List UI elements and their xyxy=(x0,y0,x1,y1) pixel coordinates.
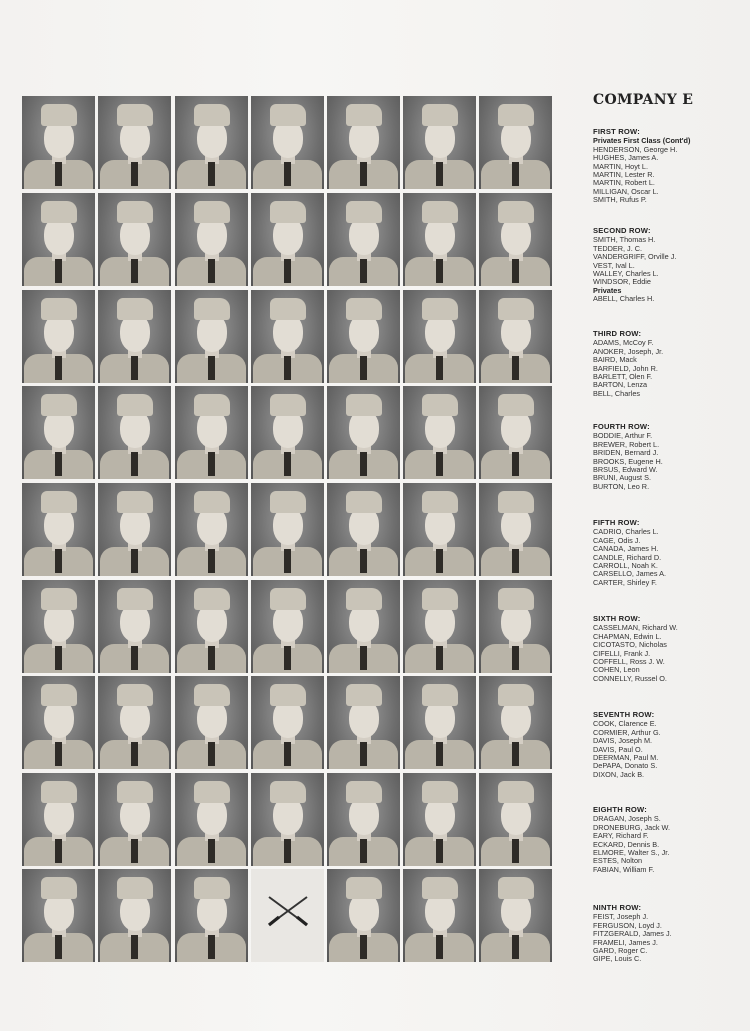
portrait-row-3 xyxy=(22,290,550,383)
row-heading: FOURTH ROW: xyxy=(593,422,650,431)
soldier-portrait xyxy=(403,580,476,673)
soldier-name: MARTIN, Lester R. xyxy=(593,170,655,180)
soldier-name: DRONEBURG, Jack W. xyxy=(593,822,671,832)
roster-section xyxy=(593,227,743,304)
soldier-name: CIFELLI, Frank J. xyxy=(593,648,651,658)
soldier-name: FERGUSON, Loyd J. xyxy=(593,920,662,930)
soldier-name: DRAGAN, Joseph S. xyxy=(593,814,661,824)
row-heading: FIFTH ROW: xyxy=(593,518,640,527)
soldier-name: VANDERGRIFF, Orville J. xyxy=(593,252,677,262)
soldier-name: BARFIELD, John R. xyxy=(593,363,658,373)
soldier-name: HUGHES, James A. xyxy=(593,153,659,163)
soldier-portrait xyxy=(251,290,324,383)
soldier-name: GARD, Roger C. xyxy=(593,946,648,956)
soldier-portrait xyxy=(403,96,476,189)
soldier-portrait xyxy=(251,580,324,673)
soldier-name: BARTON, Lenza xyxy=(593,380,648,390)
soldier-name: VEST, Ival L. xyxy=(593,260,635,270)
soldier-name: BRIDEN, Bernard J. xyxy=(593,448,659,458)
roster-section xyxy=(593,330,743,398)
row-heading: FIRST ROW: xyxy=(593,127,640,136)
soldier-portrait xyxy=(403,676,476,769)
soldier-name: CONNELLY, Russel O. xyxy=(593,673,667,683)
soldier-name: SMITH, Rufus P. xyxy=(593,195,647,205)
row-heading: THIRD ROW: xyxy=(593,329,642,338)
soldier-portrait xyxy=(479,483,552,576)
portrait-row-1 xyxy=(22,96,550,189)
soldier-name: DAVIS, Joseph M. xyxy=(593,736,653,746)
row-heading: NINTH ROW: xyxy=(593,903,642,912)
soldier-portrait xyxy=(251,483,324,576)
soldier-portrait xyxy=(22,193,95,286)
soldier-name: DAVIS, Paul O. xyxy=(593,744,643,754)
roster-section xyxy=(593,904,743,964)
crossed-rifles-icon xyxy=(265,893,311,929)
soldier-portrait xyxy=(327,869,400,962)
portrait-row-5 xyxy=(22,483,550,576)
soldier-portrait xyxy=(22,96,95,189)
soldier-portrait xyxy=(175,773,248,866)
soldier-portrait xyxy=(98,869,171,962)
soldier-name: CARSELLO, James A. xyxy=(593,569,666,579)
soldier-name: TEDDER, J. C. xyxy=(593,243,643,253)
soldier-name: MARTIN, Hoyt L. xyxy=(593,161,649,171)
soldier-portrait xyxy=(403,193,476,286)
portrait-row-7 xyxy=(22,676,550,769)
soldier-name: COHEN, Leon xyxy=(593,665,640,675)
soldier-name: DIXON, Jack B. xyxy=(593,769,645,779)
soldier-portrait xyxy=(327,773,400,866)
roster-section xyxy=(593,711,743,779)
soldier-name: CHAPMAN, Edwin L. xyxy=(593,631,662,641)
soldier-portrait xyxy=(98,386,171,479)
rank-subheading: Privates First Class (Cont'd) xyxy=(593,136,691,146)
soldier-portrait xyxy=(175,483,248,576)
soldier-portrait xyxy=(251,386,324,479)
roster-section xyxy=(593,806,743,874)
soldier-portrait xyxy=(403,483,476,576)
soldier-portrait xyxy=(22,580,95,673)
roster-section xyxy=(593,519,743,587)
soldier-name: ELMORE, Walter S., Jr. xyxy=(593,848,670,858)
soldier-name: FEIST, Joseph J. xyxy=(593,912,649,922)
soldier-name: DePAPA, Donato S. xyxy=(593,761,658,771)
roster-section xyxy=(593,423,743,491)
soldier-name: WALLEY, Charles L. xyxy=(593,269,659,279)
soldier-name: BURTON, Leo R. xyxy=(593,481,650,491)
soldier-portrait xyxy=(98,96,171,189)
soldier-name: BAIRD, Mack xyxy=(593,355,637,365)
soldier-name: ECKARD, Dennis B. xyxy=(593,839,660,849)
row-heading: SEVENTH ROW: xyxy=(593,710,655,719)
soldier-portrait xyxy=(175,676,248,769)
soldier-name: ADAMS, McCoy F. xyxy=(593,338,654,348)
soldier-name: ESTES, Nolton xyxy=(593,856,643,866)
portrait-row-2 xyxy=(22,193,550,286)
soldier-portrait xyxy=(175,869,248,962)
soldier-portrait xyxy=(327,386,400,479)
soldier-name: CARROLL, Noah K. xyxy=(593,561,658,571)
soldier-name: ABELL, Charles H. xyxy=(593,294,655,304)
soldier-portrait xyxy=(403,386,476,479)
missing-portrait xyxy=(251,869,324,962)
soldier-portrait xyxy=(98,676,171,769)
soldier-portrait xyxy=(98,580,171,673)
soldier-name: CORMIER, Arthur G. xyxy=(593,727,661,737)
portrait-grid xyxy=(22,96,550,962)
soldier-portrait xyxy=(403,290,476,383)
soldier-portrait xyxy=(22,773,95,866)
soldier-name: CICOTASTO, Nicholas xyxy=(593,640,667,650)
soldier-portrait xyxy=(479,386,552,479)
soldier-name: CANDLE, Richard D. xyxy=(593,552,662,562)
soldier-name: DEERMAN, Paul M. xyxy=(593,753,659,763)
soldier-name: CANADA, James H. xyxy=(593,544,659,554)
soldier-name: FRAMELI, James J. xyxy=(593,937,658,947)
soldier-portrait xyxy=(175,290,248,383)
soldier-portrait xyxy=(22,386,95,479)
soldier-portrait xyxy=(251,193,324,286)
soldier-name: BREWER, Robert L. xyxy=(593,439,660,449)
soldier-name: CARTER, Shirley F. xyxy=(593,577,657,587)
roster-section xyxy=(593,128,743,205)
soldier-name: BARLETT, Olen F. xyxy=(593,372,653,382)
soldier-portrait xyxy=(327,483,400,576)
portrait-row-9 xyxy=(22,869,550,962)
soldier-portrait xyxy=(327,290,400,383)
soldier-name: MARTIN, Robert L. xyxy=(593,178,655,188)
soldier-name: CASSELMAN, Richard W. xyxy=(593,623,678,633)
soldier-name: FABIAN, William F. xyxy=(593,864,655,874)
soldier-portrait xyxy=(22,869,95,962)
company-title: COMPANY E xyxy=(593,92,694,108)
soldier-name: BODDIE, Arthur F. xyxy=(593,431,653,441)
soldier-portrait xyxy=(22,676,95,769)
soldier-portrait xyxy=(479,290,552,383)
soldier-name: MILLIGAN, Oscar L. xyxy=(593,186,659,196)
soldier-name: COOK, Clarence E. xyxy=(593,719,657,729)
soldier-portrait xyxy=(98,193,171,286)
soldier-portrait xyxy=(479,676,552,769)
soldier-name: CAGE, Odis J. xyxy=(593,535,641,545)
soldier-portrait xyxy=(251,773,324,866)
portrait-row-8 xyxy=(22,773,550,866)
rank-subheading: Privates xyxy=(593,285,622,295)
soldier-portrait xyxy=(175,580,248,673)
soldier-portrait xyxy=(479,869,552,962)
soldier-portrait xyxy=(403,869,476,962)
portrait-row-6 xyxy=(22,580,550,673)
soldier-portrait xyxy=(479,193,552,286)
portrait-row-4 xyxy=(22,386,550,479)
soldier-portrait xyxy=(251,96,324,189)
soldier-name: ANOKER, Joseph, Jr. xyxy=(593,346,664,356)
soldier-portrait xyxy=(98,483,171,576)
soldier-portrait xyxy=(403,773,476,866)
soldier-portrait xyxy=(98,290,171,383)
soldier-portrait xyxy=(327,96,400,189)
soldier-name: COFFELL, Ross J. W. xyxy=(593,657,665,667)
soldier-name: HENDERSON, George H. xyxy=(593,144,678,154)
soldier-portrait xyxy=(479,773,552,866)
roster-section xyxy=(593,615,743,683)
soldier-portrait xyxy=(22,483,95,576)
row-heading: EIGHTH ROW: xyxy=(593,805,647,814)
soldier-portrait xyxy=(251,676,324,769)
soldier-name: BRSUS, Edward W. xyxy=(593,465,658,475)
row-heading: SIXTH ROW: xyxy=(593,614,641,623)
soldier-name: BELL, Charles xyxy=(593,388,641,398)
soldier-name: SMITH, Thomas H. xyxy=(593,235,656,245)
soldier-portrait xyxy=(175,193,248,286)
row-heading: SECOND ROW: xyxy=(593,226,651,235)
soldier-portrait xyxy=(327,580,400,673)
soldier-portrait xyxy=(479,580,552,673)
soldier-name: BRUNI, August S. xyxy=(593,473,651,483)
soldier-name: WINDSOR, Eddie xyxy=(593,277,651,287)
soldier-portrait xyxy=(479,96,552,189)
soldier-name: GIPE, Louis C. xyxy=(593,954,642,964)
soldier-portrait xyxy=(327,193,400,286)
soldier-portrait xyxy=(98,773,171,866)
soldier-portrait xyxy=(175,386,248,479)
soldier-name: FITZGERALD, James J. xyxy=(593,929,672,939)
soldier-portrait xyxy=(327,676,400,769)
soldier-portrait xyxy=(175,96,248,189)
soldier-name: EARY, Richard F. xyxy=(593,831,649,841)
soldier-name: BROOKS, Eugene H. xyxy=(593,456,663,466)
soldier-portrait xyxy=(22,290,95,383)
soldier-name: CADRIO, Charles L. xyxy=(593,527,659,537)
